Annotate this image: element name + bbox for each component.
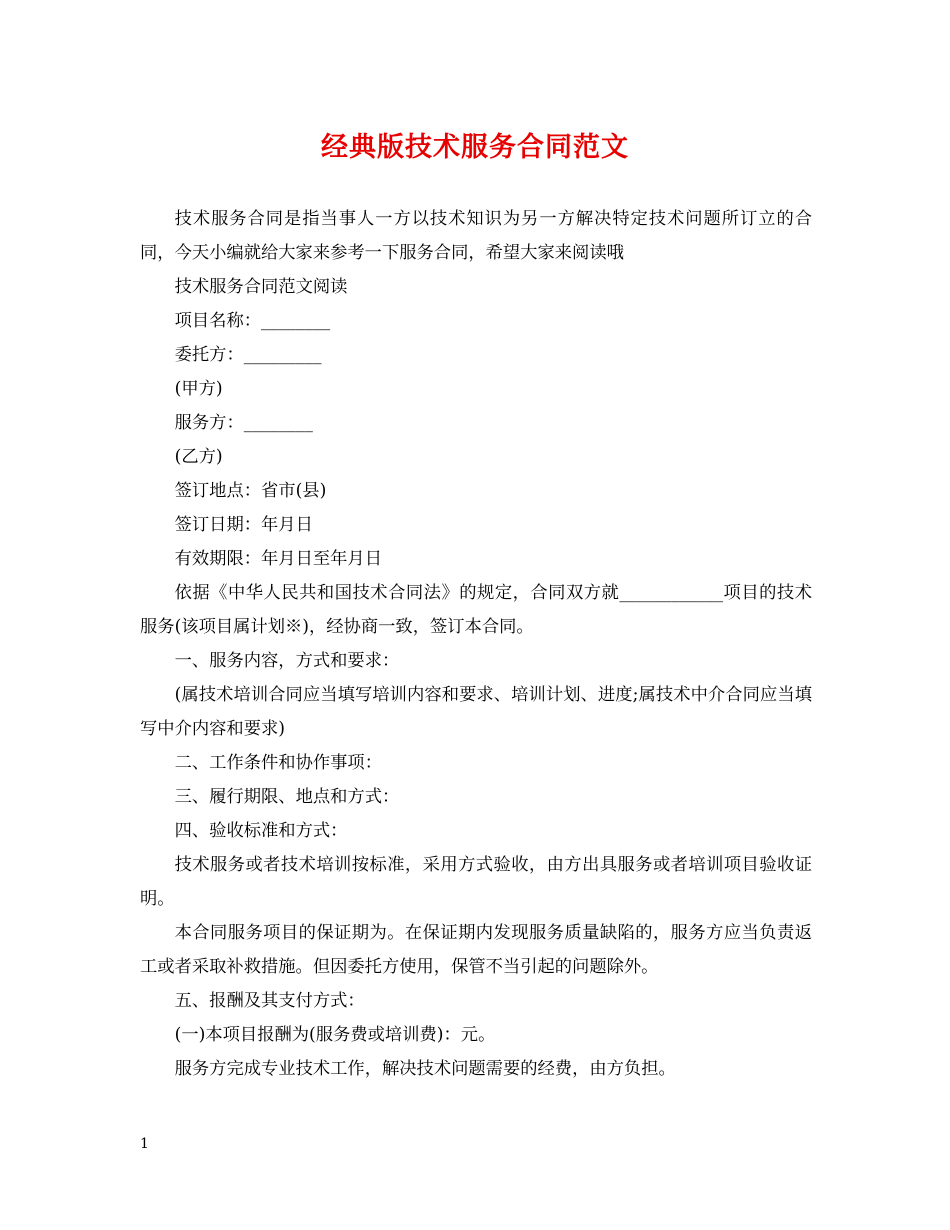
party-b-label: (乙方) [174, 447, 223, 467]
section-heading-performance: 三、履行期限、地点和方式： [174, 787, 400, 807]
field-project-name: 项目名称：________ [174, 311, 331, 331]
field-signing-date: 签订日期：年月日 [174, 515, 313, 535]
paragraph-expenses: 服务方完成专业技术工作，解决技术问题需要的经费，由方负担。 [174, 1059, 676, 1079]
field-service-provider: 服务方：________ [174, 413, 313, 433]
document-title: 经典版技术服务合同范文 [321, 132, 629, 163]
field-client: 委托方：_________ [174, 345, 322, 365]
paragraph-acceptance: 技术服务或者技术培训按标准，采用方式验收，由方出具服务或者培训项目验收证明。 [140, 855, 812, 909]
section-heading-service-content: 一、服务内容，方式和要求： [174, 651, 400, 671]
section-heading-work-conditions: 二、工作条件和协作事项： [174, 753, 382, 773]
field-signing-place: 签订地点：省市(县) [174, 481, 327, 501]
paragraph-intro: 技术服务合同是指当事人一方以技术知识为另一方解决特定技术问题所订立的合同，今天小编就给大家来参考一下服务合同，希望大家来阅读哦 [140, 209, 812, 263]
paragraph-service-content-note: (属技术培训合同应当填写培训内容和要求、培训计划、进度;属技术中介合同应当填写中介内容和要求) [140, 685, 812, 739]
paragraph-legal-basis: 依据《中华人民共和国技术合同法》的规定，合同双方就____________项目的技术服务(该项目属计划※)，经协商一致，签订本合同。 [140, 583, 812, 637]
party-a-label: (甲方) [174, 379, 223, 399]
page-number: 1 [140, 1136, 149, 1152]
document-body [140, 202, 812, 1086]
paragraph-warranty: 本合同服务项目的保证期为。在保证期内发现服务质量缺陷的，服务方应当负责返工或者采取补救措施。但因委托方使用，保管不当引起的问题除外。 [140, 923, 812, 977]
field-validity-period: 有效期限：年月日至年月日 [174, 549, 382, 569]
paragraph-reading: 技术服务合同范文阅读 [174, 277, 348, 297]
paragraph-remuneration: (一)本项目报酬为(服务费或培训费)：元。 [174, 1025, 496, 1045]
section-heading-payment: 五、报酬及其支付方式： [174, 991, 365, 1011]
section-heading-acceptance: 四、验收标准和方式： [174, 821, 348, 841]
